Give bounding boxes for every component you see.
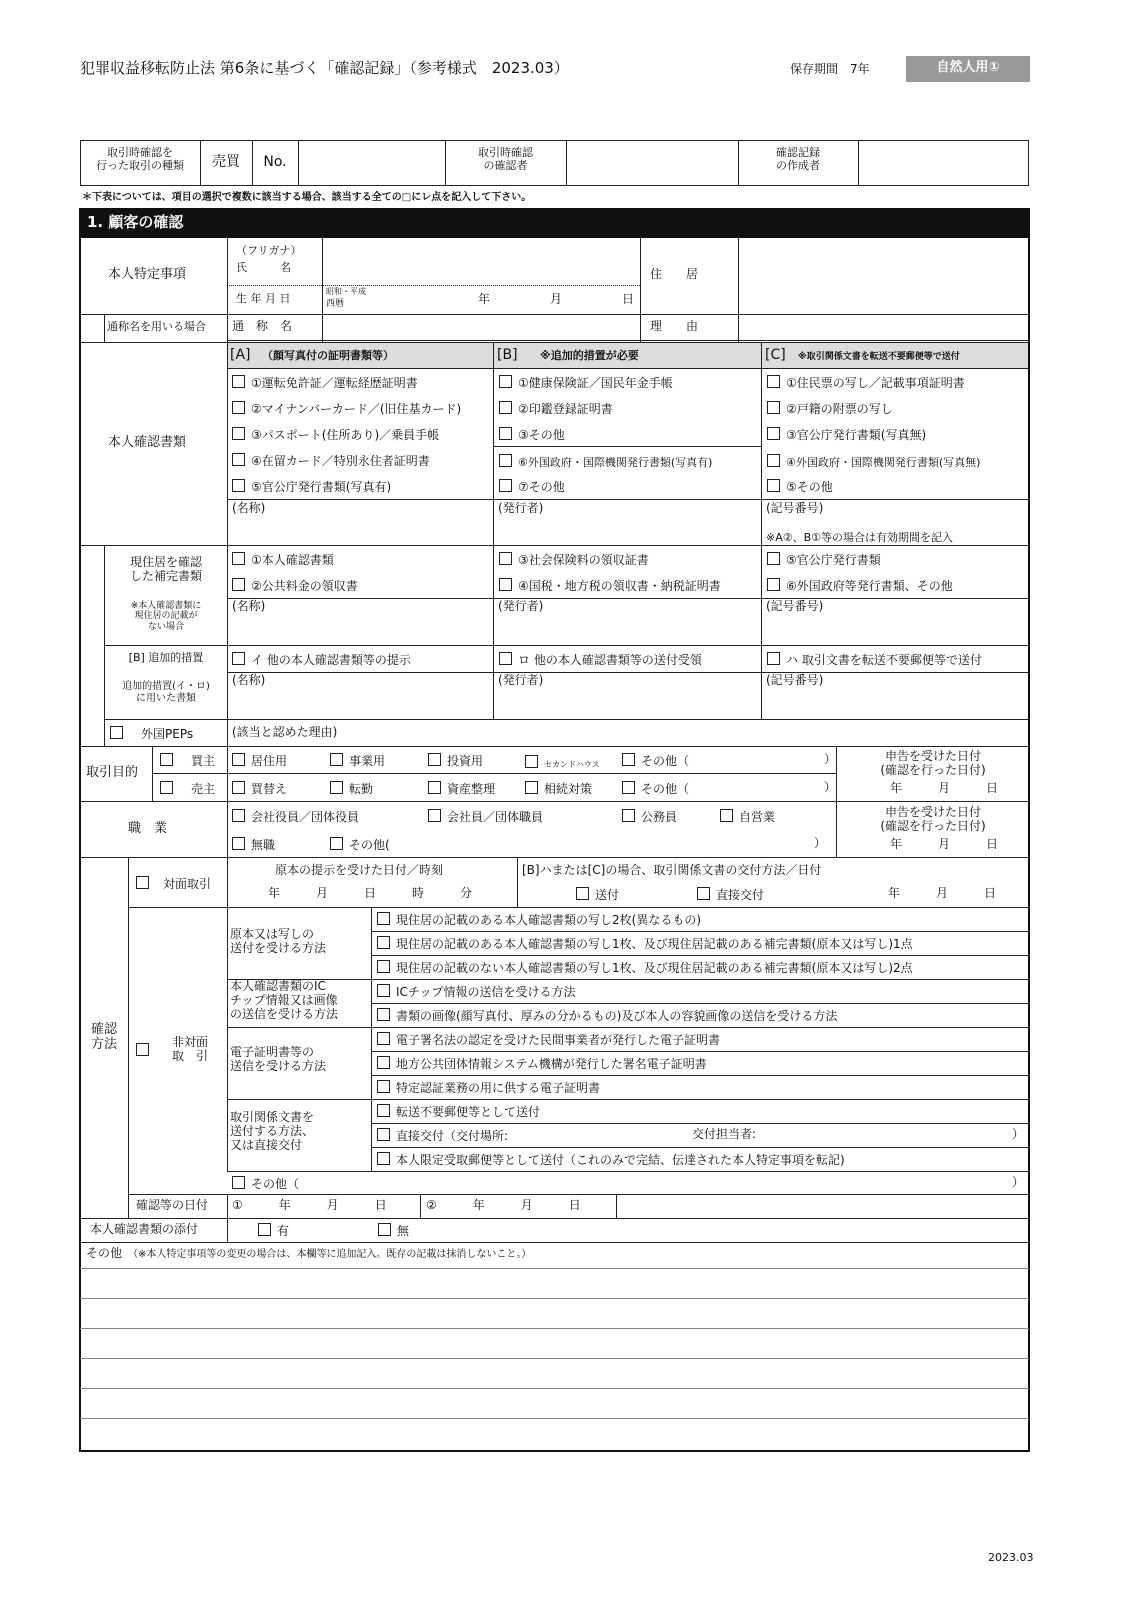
- checkbox-icon: [232, 479, 245, 492]
- checkbox-icon: [499, 454, 512, 467]
- method-3-3[interactable]: 特定認証業務の用に供する電子証明書: [377, 1080, 600, 1096]
- additional-number-header: (記号番号): [766, 673, 824, 687]
- delivery-person-label: 交付担当者:: [692, 1127, 757, 1141]
- additional-ha[interactable]: ハ 取引文書を転送不要郵便等で送付: [767, 652, 982, 668]
- purpose-inheritance[interactable]: 相続対策: [525, 781, 592, 797]
- doc-issuer-header: (発行者): [498, 501, 544, 515]
- additional-doc-label: 追加的措置(イ・ロ) に用いた書類: [122, 681, 210, 704]
- transaction-type-label: 取引時確認を 行った取引の種類: [96, 146, 184, 172]
- checkbox-icon: [136, 876, 149, 889]
- transaction-type-value: 売買: [212, 154, 240, 170]
- checkbox-icon: [377, 1032, 390, 1045]
- checkbox-icon: [232, 427, 245, 440]
- checkbox-icon: [499, 401, 512, 414]
- form-type-badge: [906, 56, 1030, 82]
- peps-reason-label: (該当と認めた理由): [232, 725, 338, 739]
- doc-a-2[interactable]: ②マイナンバーカード／(旧住基カード): [232, 401, 461, 417]
- occupation-report-date-label: 申告を受けた日付 (確認を行った日付): [880, 805, 986, 833]
- record-no-field[interactable]: [300, 142, 443, 184]
- checkbox-icon: [499, 479, 512, 492]
- conf-date-2[interactable]: ② 年 月 日: [426, 1198, 581, 1212]
- face-date-field[interactable]: 年 月 日 時 分: [268, 886, 473, 900]
- delivery-header: [B]ハまたは[C]の場合、取引関係文書の交付方法／日付: [522, 863, 822, 877]
- checkbox-icon: [377, 960, 390, 973]
- method-2-2[interactable]: 書類の画像(顔写真付、厚みの分かるもの)及び本人の容貌画像の送信を受ける方法: [377, 1008, 837, 1024]
- id-docs-label: 本人確認書類: [108, 435, 187, 450]
- checkbox-icon: [767, 454, 780, 467]
- purpose-business[interactable]: 事業用: [330, 753, 385, 769]
- alias-label: 通 称 名: [232, 319, 293, 333]
- method-3-2[interactable]: 地方公共団体情報システム機構が発行した署名電子証明書: [377, 1056, 707, 1072]
- non-face-label: 非対面 取 引: [171, 1035, 208, 1063]
- name-field[interactable]: [324, 240, 638, 284]
- checkbox-icon: [767, 578, 780, 591]
- birth-day-unit: 日: [622, 292, 635, 306]
- purpose-label: 取引目的: [86, 765, 139, 780]
- checkbox-icon: [232, 375, 245, 388]
- method-other-close: ）: [1012, 1175, 1025, 1189]
- checkbox-icon: [499, 652, 512, 665]
- doc-b-2[interactable]: ②印鑑登録証明書: [499, 401, 613, 417]
- checkbox-icon: [428, 809, 441, 822]
- delivery-direct-checkbox[interactable]: 直接交付: [697, 887, 764, 903]
- doc-a-5[interactable]: ⑤官公庁発行書類(写真有): [232, 479, 391, 495]
- occupation-unemployed[interactable]: 無職: [232, 837, 275, 853]
- footer-version: 2023.03: [988, 1551, 1034, 1564]
- doc-b-1[interactable]: ①健康保険証／国民年金手帳: [499, 375, 673, 391]
- doc-a-1[interactable]: ①運転免許証／運転経歴証明書: [232, 375, 418, 391]
- checkbox-icon: [697, 887, 710, 900]
- checkbox-icon: [330, 781, 343, 794]
- alias-case-label: 通称名を用いる場合: [107, 320, 206, 333]
- purpose-seller-other[interactable]: その他（: [622, 781, 689, 797]
- method-4-3[interactable]: 本人限定受取郵便等として送付（これのみで完結、伝達された本人特定事項を転記): [377, 1152, 845, 1168]
- validity-note: ※A②、B①等の場合は有効期間を記入: [766, 531, 954, 544]
- supplement-name-header: (名称): [232, 599, 266, 613]
- method-2-1[interactable]: ICチップ情報の送信を受ける方法: [377, 984, 576, 1000]
- col-a-title: （顔写真付の証明書類等）: [262, 349, 394, 362]
- furigana-label: （フリガナ）: [236, 244, 302, 257]
- purpose-buyer-other-close: ）: [824, 752, 837, 766]
- attach-label: 本人確認書類の添付: [90, 1222, 199, 1236]
- additional-ro[interactable]: ロ 他の本人確認書類等の送付受領: [499, 652, 702, 668]
- checkbox-icon: [377, 936, 390, 949]
- checkbox-icon: [499, 427, 512, 440]
- checkbox-icon: [160, 753, 173, 766]
- checkbox-icon: [525, 781, 538, 794]
- method-4-2[interactable]: 直接交付（交付場所:: [377, 1128, 508, 1144]
- checkbox-icon: [767, 375, 780, 388]
- occupation-other-close: ）: [814, 836, 827, 850]
- purpose-replacement[interactable]: 買替え: [232, 781, 287, 797]
- col-a-mark: [A]: [230, 347, 251, 363]
- seller-checkbox[interactable]: 売主: [160, 781, 215, 797]
- conf-date-label: 確認等の日付: [136, 1198, 209, 1212]
- buyer-checkbox[interactable]: 買主: [160, 753, 215, 769]
- method-1-2[interactable]: 現住居の記載のある本人確認書類の写し1枚、及び現住居記載のある補完書類(原本又は写し)1点: [377, 936, 913, 952]
- checkbox-icon: [330, 837, 343, 850]
- checkbox-icon: [499, 552, 512, 565]
- checkbox-icon: [377, 1080, 390, 1093]
- additional-issuer-header: (発行者): [498, 673, 544, 687]
- checkbox-icon: [377, 1128, 390, 1141]
- checkbox-icon: [377, 1104, 390, 1117]
- other-notes-note: （※本人特定事項等の変更の場合は、本欄等に追加記入。既存の記載は抹消しないこと。）: [128, 1249, 532, 1260]
- retention-period: 保存期間 7年: [790, 62, 870, 76]
- checkbox-icon: [377, 1056, 390, 1069]
- checkbox-icon: [767, 552, 780, 565]
- additional-label: [B] 追加的措置: [128, 651, 204, 664]
- doc-b-3[interactable]: ③その他: [499, 427, 565, 443]
- supplement-6[interactable]: ⑥外国政府等発行書類、その他: [767, 578, 953, 594]
- supplement-issuer-header: (発行者): [498, 599, 544, 613]
- method-1-1[interactable]: 現住居の記載のある本人確認書類の写し2枚(異なるもの): [377, 912, 701, 928]
- doc-a-3[interactable]: ③パスポート(住所あり)／乗員手帳: [232, 427, 439, 443]
- checkbox-icon: [377, 912, 390, 925]
- purpose-investment[interactable]: 投資用: [428, 753, 483, 769]
- creator-label: 確認記録 の作成者: [776, 146, 820, 172]
- confirmer-label: 取引時確認 の確認者: [478, 146, 533, 172]
- occupation-executive[interactable]: 会社役員／団体役員: [232, 809, 359, 825]
- method-group-3-label: 電子証明書等の 送信を受ける方法: [230, 1045, 327, 1073]
- checkbox-icon: [232, 652, 245, 665]
- doc-c-3[interactable]: ③官公庁発行書類(写真無): [767, 427, 926, 443]
- doc-name-header: (名称): [232, 501, 266, 515]
- additional-i[interactable]: イ 他の本人確認書類等の提示: [232, 652, 411, 668]
- checkbox-icon: [232, 753, 245, 766]
- col-c-mark: [C]: [765, 347, 786, 363]
- doc-number-header: (記号番号): [766, 501, 824, 515]
- checkbox-icon: [428, 753, 441, 766]
- method-group-4-label: 取引関係文書を 送付する方法、 又は直接交付: [230, 1110, 315, 1152]
- identity-label: 本人特定事項: [108, 267, 187, 282]
- method-group-1-label: 原本又は写しの 送付を受ける方法: [230, 927, 327, 955]
- peps-checkbox[interactable]: 外国PEPs: [110, 726, 193, 742]
- section-title: 1. 顧客の確認: [87, 213, 184, 231]
- purpose-asset-arrangement[interactable]: 資産整理: [428, 781, 495, 797]
- confirmer-field[interactable]: [568, 142, 736, 184]
- checkbox-icon: [232, 781, 245, 794]
- supplement-number-header: (記号番号): [766, 599, 824, 613]
- form-title: 犯罪収益移転防止法 第6条に基づく「確認記録」（参考様式 2023.03）: [80, 59, 569, 77]
- method-3-1[interactable]: 電子署名法の認定を受けた民間事業者が発行した電子証明書: [377, 1032, 720, 1048]
- purpose-seller-other-close: ）: [824, 780, 837, 794]
- supplement-label: 現住居を確認 した補完書類: [129, 555, 202, 583]
- checkbox-icon: [767, 479, 780, 492]
- checkbox-icon: [232, 401, 245, 414]
- doc-c-2[interactable]: ②戸籍の附票の写し: [767, 401, 893, 417]
- address-field[interactable]: [740, 240, 1028, 312]
- checkbox-icon: [377, 1008, 390, 1021]
- checkbox-icon: [232, 1176, 245, 1189]
- method-4-1[interactable]: 転送不要郵便等として送付: [377, 1104, 540, 1120]
- purpose-second-house[interactable]: セカンドハウス: [525, 755, 600, 769]
- face-date-header: 原本の提示を受けた日付／時刻: [275, 863, 444, 877]
- supplement-4[interactable]: ④国税・地方税の領収書・納税証明書: [499, 578, 721, 594]
- checkbox-icon: [378, 1223, 391, 1236]
- checkbox-icon: [160, 781, 173, 794]
- doc-c-4[interactable]: ④外国政府・国際機関発行書類(写真無): [767, 454, 980, 470]
- western-era-label: 西暦: [326, 299, 345, 309]
- additional-name-header: (名称): [232, 673, 266, 687]
- checkbox-icon: [525, 755, 538, 768]
- supplement-2[interactable]: ②公共料金の領収書: [232, 578, 358, 594]
- col-c-title: ※取引関係文書を転送不要郵便等で送付: [798, 352, 960, 362]
- doc-b-6[interactable]: ⑥外国政府・国際機関発行書類(写真有): [499, 454, 712, 470]
- checkbox-icon: [499, 578, 512, 591]
- checkbox-icon: [576, 887, 589, 900]
- era-label: 昭和・平成: [326, 287, 366, 296]
- other-notes-field[interactable]: [82, 1270, 1028, 1448]
- checkbox-icon: [622, 753, 635, 766]
- doc-c-1[interactable]: ①住民票の写し／記載事項証明書: [767, 375, 965, 391]
- checkbox-icon: [622, 781, 635, 794]
- occupation-label: 職 業: [128, 821, 168, 836]
- col-b-mark: [B]: [497, 347, 518, 363]
- doc-b-7[interactable]: ⑦その他: [499, 479, 565, 495]
- purpose-report-date[interactable]: 年 月 日: [890, 781, 999, 795]
- occupation-employee[interactable]: 会社員／団体職員: [428, 809, 543, 825]
- face-to-face-checkbox[interactable]: 対面取引: [136, 876, 211, 892]
- alias-reason-label: 理 由: [650, 319, 699, 333]
- checkbox-icon: [767, 401, 780, 414]
- checkbox-icon: [767, 427, 780, 440]
- birthdate-label: 生 年 月 日: [236, 292, 291, 305]
- checkbox-icon: [330, 753, 343, 766]
- checkbox-icon: [377, 984, 390, 997]
- supplement-3[interactable]: ③社会保険料の領収証書: [499, 552, 649, 568]
- purpose-residence[interactable]: 居住用: [232, 753, 287, 769]
- birth-month-unit: 月: [550, 292, 563, 306]
- method-label: 確認 方法: [90, 1022, 117, 1052]
- checkbox-icon: [232, 578, 245, 591]
- occupation-other[interactable]: その他(: [330, 837, 390, 853]
- section-header: [79, 208, 1030, 238]
- delivery-date-field[interactable]: 年 月 日: [888, 886, 997, 900]
- purpose-report-date-label: 申告を受けた日付 (確認を行った日付): [880, 749, 986, 777]
- checkbox-icon: [258, 1223, 271, 1236]
- doc-a-4[interactable]: ④在留カード／特別永住者証明書: [232, 453, 430, 469]
- delivery-send-checkbox[interactable]: 送付: [576, 887, 619, 903]
- purpose-transfer[interactable]: 転勤: [330, 781, 373, 797]
- non-face-checkbox[interactable]: [136, 1043, 163, 1059]
- checkbox-icon: [136, 1043, 149, 1056]
- occupation-civil-servant[interactable]: 公務員: [622, 809, 677, 825]
- checkbox-icon: [767, 652, 780, 665]
- supplement-5[interactable]: ⑤官公庁発行書類: [767, 552, 881, 568]
- checkbox-icon: [720, 809, 733, 822]
- conf-date-1[interactable]: ① 年 月 日: [232, 1198, 387, 1212]
- address-label: 住 居: [650, 267, 699, 281]
- supplement-note: ※本人確認書類に 現住居の記載が ない場合: [130, 601, 202, 632]
- attach-yes-checkbox[interactable]: 有: [258, 1223, 289, 1239]
- supplement-1[interactable]: ①本人確認書類: [232, 552, 334, 568]
- method-other-checkbox[interactable]: その他（: [232, 1176, 299, 1192]
- checkbox-icon: [232, 809, 245, 822]
- attach-no-checkbox[interactable]: 無: [378, 1223, 409, 1239]
- checkbox-icon: [110, 726, 123, 739]
- col-b-title: ※追加的措置が必要: [540, 349, 639, 362]
- name-label: 氏 名: [236, 261, 291, 274]
- birth-year-unit: 年: [478, 292, 491, 306]
- checkbox-icon: [377, 1152, 390, 1165]
- checkbox-icon: [232, 837, 245, 850]
- checkbox-icon: [232, 453, 245, 466]
- doc-c-5[interactable]: ⑤その他: [767, 479, 833, 495]
- record-no-label: No.: [263, 154, 287, 170]
- occupation-self-employed[interactable]: 自営業: [720, 809, 775, 825]
- checkbox-icon: [622, 809, 635, 822]
- form-type-badge-text: 自然人用①: [936, 60, 1000, 75]
- other-notes-label: その他: [86, 1246, 123, 1260]
- checkbox-icon: [428, 781, 441, 794]
- delivery-place-close: ）: [1012, 1127, 1025, 1141]
- occupation-report-date[interactable]: 年 月 日: [890, 837, 999, 851]
- checkbox-icon: [499, 375, 512, 388]
- instruction-note: ＊下表については、項目の選択で複数に該当する場合、該当する全ての□にレ点を記入して下さい。: [82, 192, 532, 203]
- method-group-2-label: 本人確認書類のIC チップ情報又は画像 の送信を受ける方法: [230, 979, 339, 1021]
- checkbox-icon: [232, 552, 245, 565]
- method-1-3[interactable]: 現住居の記載のない本人確認書類の写し1枚、及び現住居記載のある補完書類(原本又は写し)2点: [377, 960, 913, 976]
- creator-field[interactable]: [860, 142, 1028, 184]
- purpose-buyer-other[interactable]: その他（: [622, 753, 689, 769]
